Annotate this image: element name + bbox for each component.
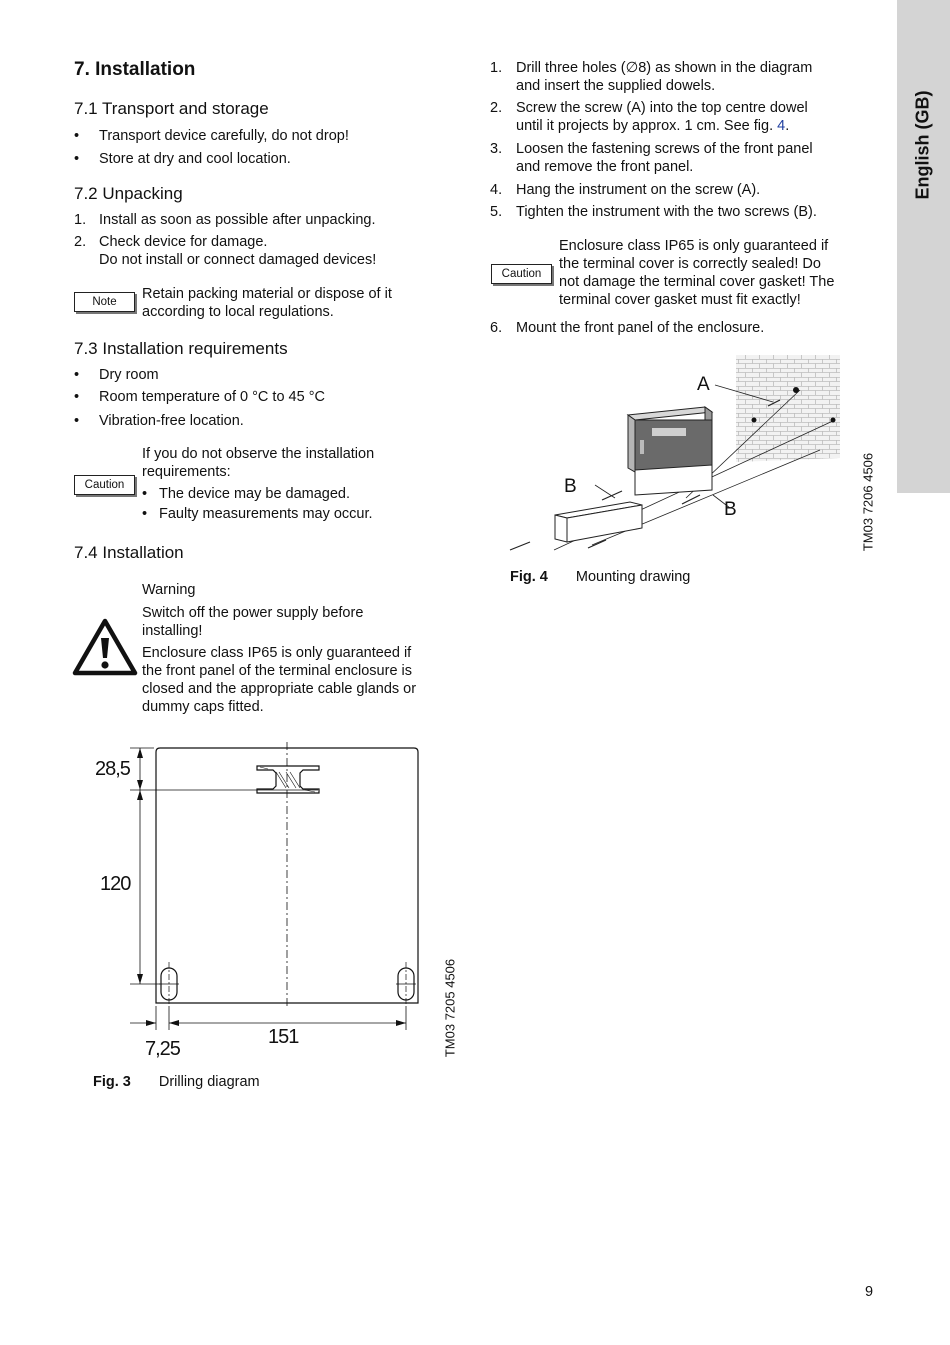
dim-top: 28,5 — [95, 758, 130, 780]
subsection-title-7-4: 7.4 Installation — [74, 543, 184, 562]
mounting-drawing — [500, 350, 845, 565]
step-item: 1. Drill three holes (∅8) as shown in the diagram and insert the supplied dowels. — [490, 60, 813, 94]
page-number: 9 — [865, 1284, 874, 1300]
caution-text: Enclosure class IP65 is only guaranteed if the terminal cover is correctly sealed! Do not damage the terminal cover gasket! The terminal cover gasket must fit exactly! — [559, 238, 835, 308]
subsection-title-7-3: 7.3 Installation requirements — [74, 339, 288, 358]
step-item: 4. Hang the instrument on the screw (A). — [490, 182, 761, 198]
section-title: 7. Installation — [74, 59, 196, 80]
note-label: Note — [74, 292, 135, 312]
subsection-title-7-1: 7.1 Transport and storage — [74, 99, 269, 118]
step-item: 6. Mount the front panel of the enclosure. — [490, 320, 765, 336]
dim-height: 120 — [100, 873, 131, 895]
list-item: • Store at dry and cool location. — [74, 151, 291, 167]
list-item: 2. Check device for damage. — [74, 234, 268, 250]
caution-text: If you do not observe the installation requirements: • The device may be damaged. • Faulty measurements may occur. — [142, 446, 375, 522]
fig3-code: TM03 7205 4506 — [442, 958, 458, 1058]
label-b: B — [724, 499, 737, 520]
drilling-diagram — [90, 740, 430, 1070]
label-b: B — [564, 476, 577, 497]
list-item: • Dry room — [74, 367, 159, 383]
note-text: Retain packing material or dispose of it according to local regulations. — [142, 286, 392, 320]
step-item: 5. Tighten the instrument with the two screws (B). — [490, 204, 817, 220]
label-a: A — [697, 374, 710, 395]
language-tab — [897, 0, 950, 493]
fig4-code: TM03 7206 4506 — [860, 452, 876, 552]
subsection-title-7-2: 7.2 Unpacking — [74, 184, 183, 203]
warning-triangle-icon — [72, 618, 138, 676]
caution-label: Caution — [74, 475, 135, 495]
list-item: • Room temperature of 0 °C to 45 °C — [74, 389, 325, 405]
list-item: 1. Install as soon as possible after unpacking. — [74, 212, 376, 228]
dim-left: 7,25 — [145, 1038, 180, 1060]
dim-width: 151 — [268, 1026, 299, 1048]
fig4-caption: Fig. 4 Mounting drawing — [510, 569, 691, 585]
step-item: 2. Screw the screw (A) into the top centre dowel until it projects by approx. 1 cm. See fig. 4. — [490, 100, 808, 134]
warning-text: Warning Switch off the power supply before installing! Enclosure class IP65 is only guaranteed if the front panel of the terminal enclosure is closed and the appropriate cable glands or dummy caps fitted. — [142, 582, 417, 715]
list-item: • Transport device carefully, do not drop! — [74, 128, 349, 144]
list-item: • Vibration-free location. — [74, 413, 244, 429]
fig3-caption: Fig. 3 Drilling diagram — [93, 1074, 260, 1090]
caution-label: Caution — [491, 264, 552, 284]
list-item-continuation: Do not install or connect damaged devices! — [99, 252, 377, 268]
step-item: 3. Loosen the fastening screws of the front panel and remove the front panel. — [490, 141, 813, 175]
language-tab-label: English (GB) — [912, 90, 933, 200]
figure-link[interactable]: 4 — [777, 118, 786, 134]
